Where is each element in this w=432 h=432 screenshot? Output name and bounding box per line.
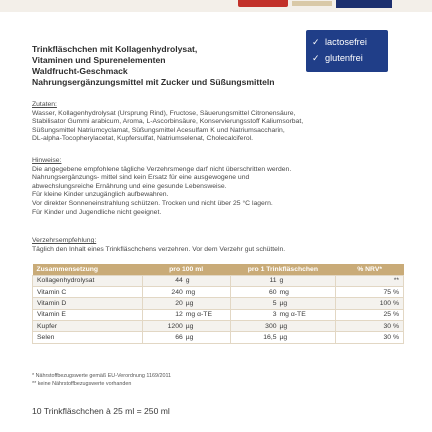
packaging-blue-mark [336, 0, 392, 8]
badge-row-gluten [312, 50, 382, 66]
amount-unit: mg α-TE [279, 311, 306, 319]
ingredients-line: DL-alpha-Tocopherylacetat, Kupfersulfat, Natriumselenat, Cholecalciferol. [32, 135, 254, 143]
product-title [32, 44, 322, 88]
checkmark-icon: ✓ [312, 53, 320, 63]
amount-unit: mg α-TE [185, 311, 212, 319]
net-content: 10 Trinkfläschchen à 25 ml = 250 ml [32, 406, 170, 416]
amount-per-100ml [142, 275, 230, 286]
nrv-value: 75 % [336, 286, 404, 297]
table-row [33, 309, 404, 320]
amount-unit: mg [279, 288, 289, 296]
title-line: Vitaminen und Spurenelementen [32, 55, 166, 65]
amount-unit: µg [185, 322, 194, 330]
amount-value: 12 [175, 311, 183, 319]
nutrition-table [32, 264, 404, 344]
table-row [33, 321, 404, 332]
recommendation-text: Täglich den Inhalt eines Trinkfläschchens verzehren. Vor dem Verzehr gut schütteln. [32, 245, 286, 253]
notes-line: Für kleine Kinder unzugänglich aufbewahren. [32, 191, 169, 199]
ingredients-line: Stabilisator Gummi arabicum, Aroma, L-Ascorbinsäure, Konservierungsstoff Kaliumsorbat, [32, 118, 304, 126]
amount-unit: µg [279, 334, 288, 342]
title-line: Nahrungsergänzungsmittel mit Zucker und Süßungsmitteln [32, 77, 275, 87]
amount-unit: µg [185, 334, 194, 342]
nutrient-name: Selen [33, 332, 143, 343]
amount-per-bottle [230, 309, 336, 320]
ingredients-section [32, 101, 404, 144]
table-header-row [33, 264, 404, 275]
badge-label: lactosefrei [325, 37, 367, 47]
amount-value: 44 [175, 277, 183, 285]
nrv-value: ** [336, 275, 404, 286]
ingredients-line: Süßungsmittel Natriumcyclamat, Süßungsmittel Acesulfam K und Natriumsaccharin, [32, 126, 285, 134]
title-line: Waldfrucht-Geschmack [32, 66, 128, 76]
badge-label: glutenfrei [325, 53, 363, 63]
amount-per-100ml [142, 321, 230, 332]
amount-value: 300 [265, 322, 277, 330]
allergen-badge [306, 30, 388, 72]
amount-per-bottle [230, 286, 336, 297]
packaging-red-mark [238, 0, 288, 7]
notes-line: Vor direkter Sonneneinstrahlung schützen. Trocken und nicht über 25 °C lagern. [32, 199, 273, 207]
footnote-no-reference: ** keine Nährstoffbezugswerte vorhanden [32, 381, 132, 387]
column-header: % NRV* [336, 264, 404, 275]
amount-per-bottle [230, 275, 336, 286]
table-row [33, 332, 404, 343]
nrv-value: 100 % [336, 298, 404, 309]
ingredients-line: Wasser, Kollagenhydrolysat (Ursprung Rind), Fructose, Säuerungsmittel Citronensäure, [32, 109, 296, 117]
notes-line: Für Kinder und Jugendliche nicht geeignet. [32, 208, 162, 216]
column-header: Zusammensetzung [33, 264, 143, 275]
amount-value: 5 [272, 299, 277, 307]
checkmark-icon: ✓ [312, 37, 320, 47]
notes-heading: Hinweise: [32, 157, 62, 164]
table-row [33, 286, 404, 297]
notes-line: Nahrungsergänzungs- mittel sind kein Ersatz für eine ausgewogene und [32, 174, 250, 182]
amount-per-100ml [142, 286, 230, 297]
amount-value: 3 [272, 311, 277, 319]
recommendation-section [32, 237, 404, 254]
amount-unit: g [185, 277, 190, 285]
recommendation-heading: Verzehrsempfehlung: [32, 237, 97, 244]
title-line: Trinkfläschchen mit Kollagenhydrolysat, [32, 44, 198, 54]
notes-section [32, 157, 404, 217]
notes-line: abwechslungsreiche Ernährung und eine gesunde Lebensweise. [32, 182, 227, 190]
notes-line: Die angegebene empfohlene tägliche Verzehrsmenge darf nicht überschritten werden. [32, 165, 292, 173]
badge-row-lactose [312, 34, 382, 50]
amount-value: 1200 [167, 322, 183, 330]
nrv-value: 30 % [336, 321, 404, 332]
footnote-nrv: * Nährstoffbezugswerte gemäß EU-Verordnung 1169/2011 [32, 373, 172, 379]
amount-unit: µg [279, 299, 288, 307]
amount-per-bottle [230, 298, 336, 309]
nrv-value: 30 % [336, 332, 404, 343]
table-row [33, 298, 404, 309]
amount-per-bottle [230, 321, 336, 332]
amount-per-100ml [142, 298, 230, 309]
amount-value: 60 [268, 288, 277, 296]
amount-value: 66 [175, 334, 183, 342]
amount-value: 240 [171, 288, 183, 296]
amount-value: 11 [269, 277, 277, 285]
nutrient-name: Vitamin E [33, 309, 143, 320]
amount-unit: µg [185, 299, 194, 307]
amount-unit: µg [279, 322, 288, 330]
packaging-beige-mark [292, 1, 332, 6]
amount-unit: mg [185, 288, 196, 296]
ingredients-heading: Zutaten: [32, 101, 57, 108]
amount-unit: g [279, 277, 284, 285]
table-row [33, 275, 404, 286]
amount-per-100ml [142, 309, 230, 320]
amount-value: 16,5 [263, 334, 277, 342]
nutrient-name: Kollagenhydrolysat [33, 275, 143, 286]
column-header: pro 100 ml [142, 264, 230, 275]
nutrient-name: Kupfer [33, 321, 143, 332]
amount-per-100ml [142, 332, 230, 343]
column-header: pro 1 Trinkfläschchen [230, 264, 336, 275]
amount-value: 20 [175, 299, 183, 307]
nutrient-name: Vitamin C [33, 286, 143, 297]
nrv-value: 25 % [336, 309, 404, 320]
nutrient-name: Vitamin D [33, 298, 143, 309]
amount-per-bottle [230, 332, 336, 343]
